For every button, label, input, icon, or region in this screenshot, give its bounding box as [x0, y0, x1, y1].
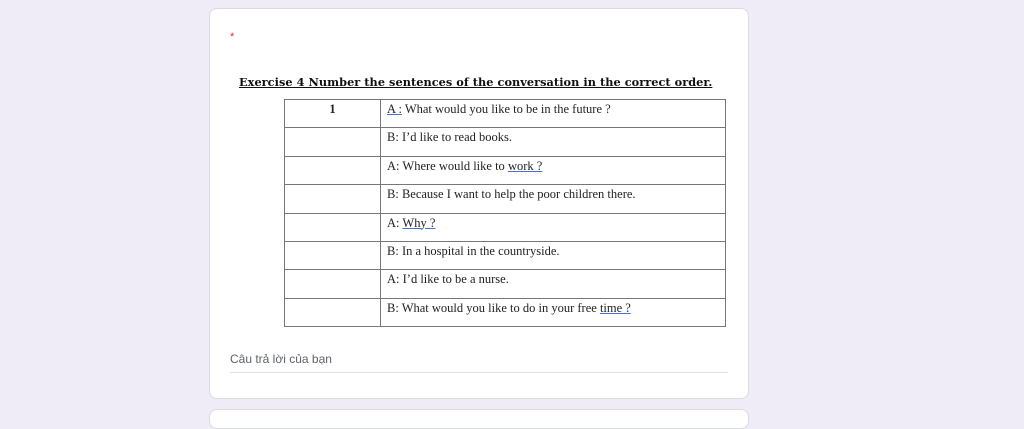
sentence-cell — [381, 241, 726, 269]
table-row — [285, 213, 726, 241]
question-card — [209, 8, 749, 399]
sentence-marked-text: time ? — [599, 300, 631, 315]
speaker-label: A : — [387, 102, 402, 116]
sentence-text: What would you like to be in the future ? — [401, 102, 611, 116]
table-row — [285, 100, 726, 128]
speaker-label: A: — [387, 215, 400, 230]
sentence-text: In a hospital in the countryside. — [398, 243, 560, 258]
next-question-card — [209, 409, 749, 429]
exercise-title: Exercise 4 Number the sentences of the conversation in the correct order. — [239, 75, 713, 89]
table-row — [285, 241, 726, 269]
conversation-table — [284, 99, 726, 327]
answer-underline — [230, 372, 728, 373]
speaker-label: B: — [387, 300, 399, 315]
sentence-marked-text: Why ? — [402, 215, 436, 230]
sentence-cell — [381, 185, 726, 213]
order-number-cell: 1 — [285, 100, 381, 128]
sentence-text: Where would like to — [399, 158, 508, 173]
sentence-cell — [381, 100, 726, 128]
sentence-cell — [381, 298, 726, 326]
table-row — [285, 270, 726, 298]
order-number-cell — [285, 185, 381, 213]
table-row — [285, 156, 726, 184]
order-number-cell — [285, 213, 381, 241]
speaker-label: B: — [387, 130, 399, 145]
sentence-cell — [381, 213, 726, 241]
order-number-cell — [285, 156, 381, 184]
required-asterisk: * — [230, 31, 235, 43]
speaker-label: B: — [387, 187, 399, 202]
table-row — [285, 298, 726, 326]
order-number-cell — [285, 128, 381, 156]
sentence-text: I’d like to be a nurse. — [399, 272, 509, 287]
table-row — [285, 185, 726, 213]
table-row — [285, 128, 726, 156]
sentence-text: Because I want to help the poor children there. — [398, 187, 636, 202]
speaker-label: A: — [387, 158, 400, 173]
sentence-text: I’d like to read books. — [398, 130, 512, 145]
sentence-marked-text: work ? — [507, 158, 543, 173]
order-number-cell — [285, 298, 381, 326]
order-number-cell — [285, 270, 381, 298]
sentence-cell — [381, 156, 726, 184]
sentence-cell — [381, 270, 726, 298]
order-number-cell — [285, 241, 381, 269]
speaker-label: B: — [387, 243, 399, 258]
sentence-cell — [381, 128, 726, 156]
speaker-label: A: — [387, 272, 400, 287]
answer-input[interactable]: Câu trả lời của bạn — [230, 352, 332, 366]
sentence-text: What would you like to do in your free — [398, 300, 600, 315]
